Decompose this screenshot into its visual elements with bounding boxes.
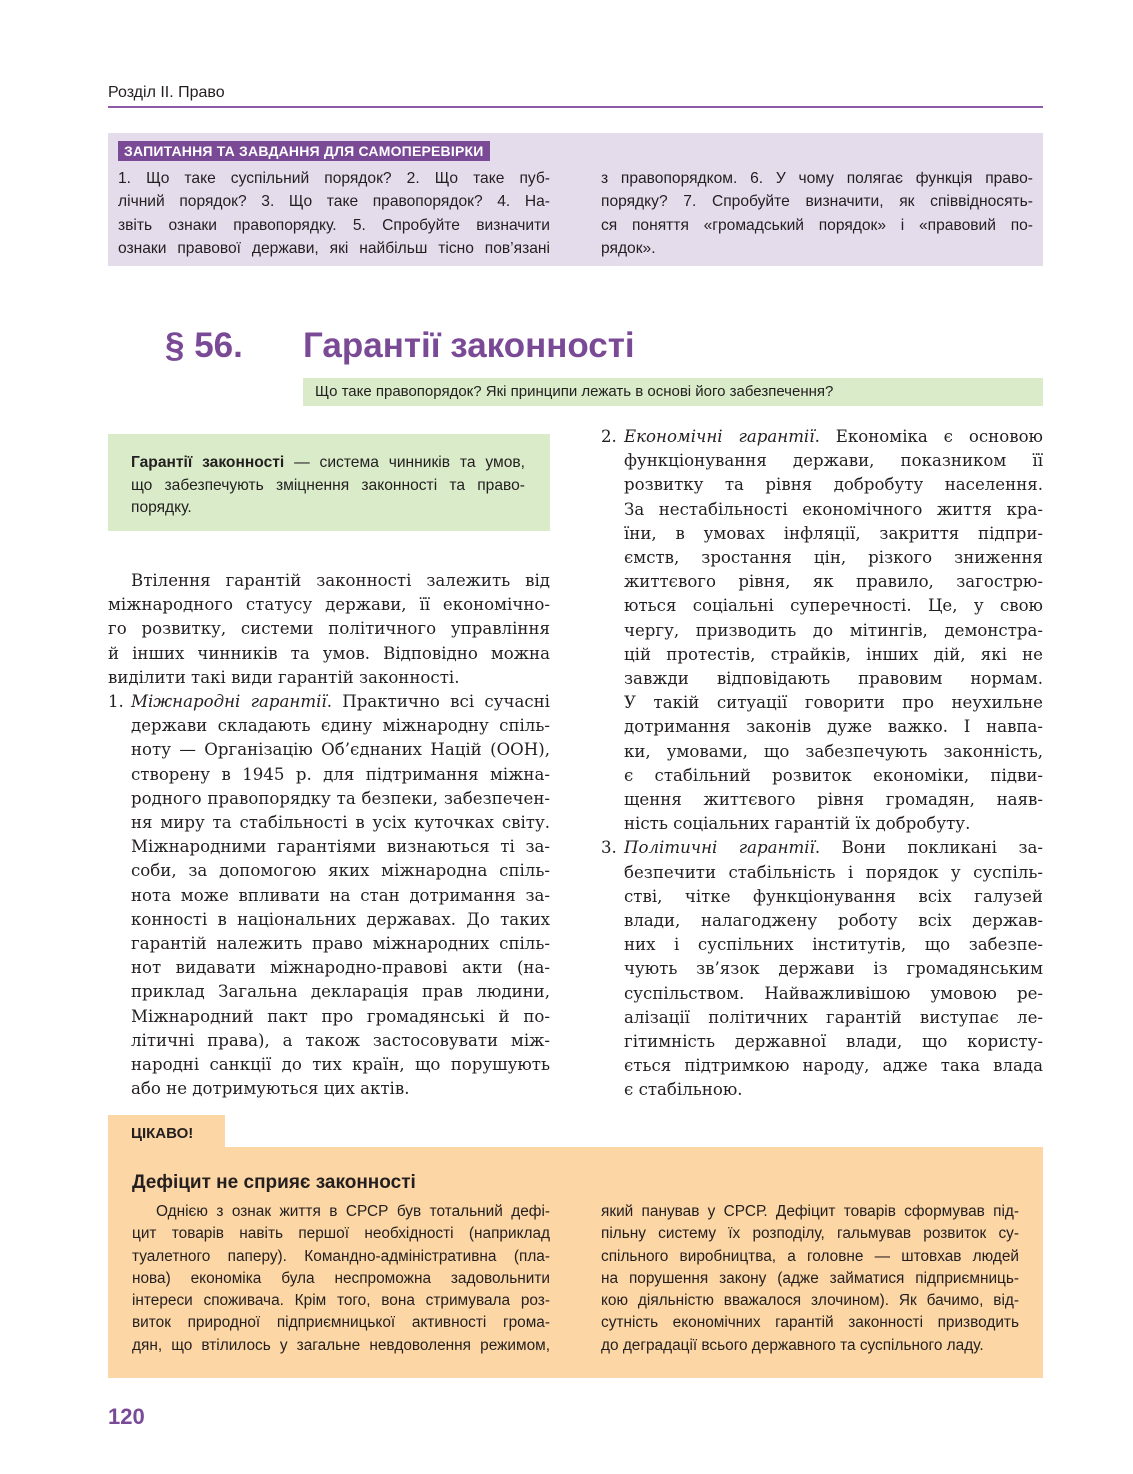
body-line: За нестабільності економічного життя кра- [624, 499, 1043, 519]
definition-line: порядку. [131, 499, 192, 517]
section-number: § 56. [165, 326, 243, 365]
interesting-line: виток природної підприємницької активності грома- [132, 1314, 550, 1332]
body-line: гітимність державної влади, що користу- [624, 1032, 1043, 1052]
body-line: Міжнародний пакт про громадянські й по- [131, 1006, 550, 1026]
list-term: Політичні гарантії [624, 838, 815, 858]
body-line: Втілення гарантій законності залежить від [131, 571, 550, 590]
body-line: ки, умовами, що забезпечують законність, [624, 741, 1043, 761]
self-check-line: звіть ознаки правопорядку. 5. Спробуйте визначити [118, 216, 550, 234]
interesting-line: на порушення закону (адже займатися підприємниць- [601, 1269, 1019, 1287]
body-line: ється підтримкою народу, адже така влада [624, 1056, 1043, 1076]
body-line: влади, налагоджену роботу всіх держав- [624, 911, 1043, 931]
body-line: безпечити стабільність і порядок у суспіль- [624, 862, 1043, 882]
body-line: створену в 1945 р. для підтримання міжна- [131, 764, 550, 784]
body-line: нот видавати міжнародно-правові акти (на- [131, 958, 550, 978]
body-line: їни, в умовах інфляції, закриття підпри- [624, 523, 1043, 543]
interesting-line: Однією з ознак життя в СРСР був тотальний дефі- [156, 1203, 550, 1220]
interesting-tab-label: ЦІКАВО! [131, 1125, 194, 1142]
body-line: літичні права), а також застосовувати між- [131, 1030, 550, 1050]
right-column [601, 425, 1043, 1103]
interesting-line: спільного виробництва, а головне — штовхав людей [601, 1247, 1019, 1265]
body-line: ня миру та стабільності в усіх куточках світу. [131, 813, 550, 833]
self-check-line: ознаки правової держави, які найбільш тісно пов’язані [118, 240, 550, 258]
body-line: . Економіка є основою [814, 427, 1044, 446]
body-line: чергу, призводить до мітингів, демонстра- [624, 620, 1043, 640]
list-item-international [108, 690, 550, 1101]
definition-line: що забезпечують зміцнення законності та право- [131, 476, 525, 494]
list-number: 2. [601, 427, 617, 446]
self-check-line: ся поняття «громадський порядок» і «правовий по- [601, 216, 1033, 234]
list-term: Міжнародні гарантії [131, 692, 327, 712]
body-line: держави складають єдину міжнародну спіль- [131, 716, 550, 736]
definition-term: Гарантії законності [131, 454, 285, 471]
section-question-text: Що таке правопорядок? Які принципи лежать в основі його забезпечення? [315, 383, 834, 400]
body-line: гарантій належить право міжнародних спіль- [131, 934, 550, 954]
self-check-column-1 [118, 167, 550, 261]
body-line: дотримання законів дуже важко. І навпа- [624, 717, 1043, 737]
list-item-economic [601, 425, 1043, 836]
list-item-political [601, 836, 1043, 1102]
body-line: го розвитку, системи політичного управління [108, 619, 550, 639]
page-number: 120 [108, 1404, 145, 1429]
self-check-line: 1. Що таке суспільний порядок? 2. Що таке пуб- [118, 170, 550, 187]
body-line: є стабільною. [624, 1080, 743, 1100]
interesting-line: нова) економіка була неспроможна задовольнити [132, 1269, 550, 1287]
self-check-line: рядок». [601, 240, 656, 258]
body-line: або не дотримуються цих актів. [131, 1079, 410, 1099]
body-line: життєвого рівня, як правило, загострю- [624, 572, 1043, 592]
body-line: стві, чітке функціонування всіх галузей [624, 886, 1043, 906]
body-line: виділити такі види гарантій законності. [108, 667, 460, 687]
section-title: Гарантії законності [303, 326, 635, 365]
interesting-line: кою діяльністю вважалося злочином). Як бачимо, від- [601, 1292, 1019, 1310]
body-line: нота може впливати на стан дотримання за- [131, 885, 550, 905]
self-check-line: лічний порядок? 3. Що таке правопорядок? 4. На- [118, 193, 550, 211]
left-column [108, 569, 550, 1101]
interesting-column-2 [601, 1201, 1019, 1357]
body-line: алізації політичних гарантій виступає ле- [624, 1007, 1043, 1027]
definition-text [131, 452, 525, 520]
interesting-tab [108, 1115, 225, 1148]
interesting-line: дян, що втілилось у загальне невдоволення режимом, [132, 1336, 550, 1354]
interesting-column-1 [132, 1201, 550, 1357]
body-line: . Практично всі сучасні [326, 692, 550, 712]
self-check-line: порядку? 7. Спробуйте визначити, як співвідносять- [601, 193, 1033, 211]
body-line: народні санкції до тих країн, що порушують [131, 1055, 550, 1075]
list-number: 1. [108, 692, 124, 712]
body-line: суспільством. Найважливішою умовою ре- [624, 983, 1043, 1003]
body-line: ноту — Організацію Об’єднаних Націй (ООН), [131, 740, 550, 760]
interesting-title: Дефіцит не сприяє законності [132, 1172, 416, 1193]
interesting-line: до деградації всього державного та суспільного ладу. [601, 1336, 984, 1354]
interesting-line: туалетного паперу). Командно-адміністративна (пла- [132, 1247, 550, 1265]
body-line: завжди відповідають правовим нормам. [624, 669, 1043, 689]
body-line: ємств, зростання цін, різкого зниження [624, 548, 1043, 568]
body-line: ються соціальні суперечності. Це, у свою [624, 596, 1043, 616]
interesting-line: пільну систему їх розподілу, гальмував розвиток су- [601, 1225, 1019, 1243]
self-check-column-2 [601, 167, 1033, 261]
list-term: Економічні гарантії [624, 427, 815, 446]
section-question [303, 378, 1043, 406]
body-line: У такій ситуації говорити про неухильне [624, 693, 1043, 713]
definition-line: — система чинників та умов, [284, 454, 525, 471]
body-line: є стабільний розвиток економіки, підви- [624, 765, 1043, 785]
interesting-line: цит товарів навіть першої необхідності (наприклад [132, 1225, 550, 1243]
list-number: 3. [601, 838, 617, 858]
body-line: конності в національних державах. До таких [131, 909, 550, 929]
header-rule [108, 106, 1043, 108]
body-line: родного правопорядку та безпеки, забезпечен- [131, 788, 550, 808]
body-line: ність соціальних гарантій їх добробуту. [624, 814, 971, 834]
body-line: розвитку та рівня добробуту населення. [624, 475, 1043, 495]
body-line: приклад Загальна декларація прав людини, [131, 982, 550, 1002]
body-line: них і суспільних інститутів, що забезпе- [624, 935, 1043, 955]
body-line: соби, за допомогою яких міжнародна спіль- [131, 861, 550, 881]
self-check-line: з правопорядком. 6. У чому полягає функція право- [601, 170, 1033, 187]
body-line: функціонування держави, показником її [624, 451, 1043, 471]
body-line: міжнародного статусу держави, її економічно- [108, 595, 550, 615]
body-line: й інших чинників та умов. Відповідно можна [108, 643, 550, 663]
body-line: . Вони покликані за- [814, 838, 1043, 858]
self-check-title: ЗАПИТАННЯ ТА ЗАВДАННЯ ДЛЯ САМОПЕРЕВІРКИ [118, 141, 490, 161]
body-line: цій протестів, страйків, інших дій, які не [624, 644, 1043, 664]
running-head: Розділ ІІ. Право [108, 84, 225, 101]
body-line: щення життєвого рівня громадян, наяв- [624, 790, 1043, 810]
body-line: Міжнародними гарантіями визнаються ті за- [131, 837, 550, 857]
body-line: чують зв’язок держави із громадянським [624, 959, 1043, 979]
interesting-line: сутність економічних гарантій законності призводить [601, 1314, 1019, 1332]
interesting-line: який панував у СРСР. Дефіцит товарів сформував під- [601, 1203, 1019, 1220]
interesting-line: інтереси споживача. Крім того, вона стримувала роз- [132, 1292, 550, 1310]
